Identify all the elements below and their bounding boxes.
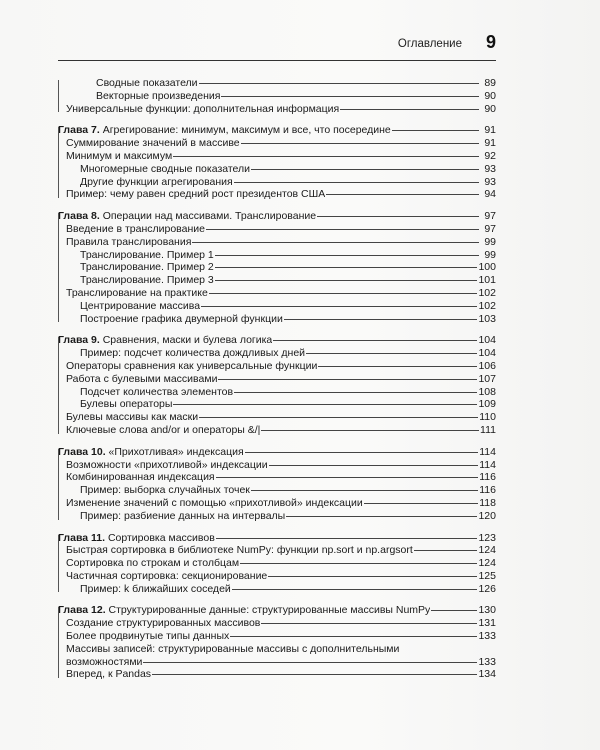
toc-entry-text: Ключевые слова and/or и операторы &/| — [66, 423, 261, 436]
toc-entry-text: Сортировка по строкам и столбцам — [66, 557, 240, 570]
toc-entry-text: Векторные произведения — [96, 89, 221, 102]
toc-entry-text: Более продвинутые типы данных — [66, 630, 230, 643]
toc-chapter-heading[interactable] — [58, 604, 496, 617]
toc-page-number: 110 — [479, 411, 496, 424]
toc-leader-line — [234, 182, 479, 183]
page-number: 9 — [485, 32, 496, 52]
toc-page-number: 100 — [478, 261, 496, 274]
toc-entry-text: Транслирование на практике — [66, 286, 208, 299]
toc-leader-line — [318, 366, 477, 367]
toc-leader-line — [199, 83, 479, 84]
toc-leader-line — [286, 516, 477, 517]
toc-entry-text: Сводные показатели — [96, 77, 198, 89]
toc-page-number: 104 — [478, 334, 496, 347]
toc-entry[interactable] — [58, 630, 496, 643]
toc-entry-text: Создание структурированных массивов — [66, 617, 261, 630]
toc-leader-line — [414, 550, 478, 551]
toc-entry-text: Глава 11. Сортировка массивов — [58, 531, 215, 544]
toc-entry[interactable] — [58, 137, 496, 150]
toc-page-number: 124 — [478, 557, 496, 570]
toc-page-number: 134 — [478, 668, 496, 681]
toc-page-number: 97 — [484, 210, 496, 223]
toc-entry[interactable] — [58, 570, 496, 583]
toc-entry-text: Построение графика двумерной функции — [80, 312, 283, 325]
toc-page-number: 123 — [478, 531, 496, 544]
toc-entry[interactable] — [58, 150, 496, 163]
toc-chapter-heading[interactable] — [58, 210, 496, 223]
toc-entry[interactable] — [58, 583, 496, 596]
page-header — [58, 30, 496, 61]
toc-page-number: 114 — [479, 458, 496, 471]
toc-chapter-6-continued — [58, 77, 496, 115]
toc-leader-line — [251, 490, 478, 491]
toc-chapter-9 — [58, 334, 496, 436]
toc-leader-line — [392, 130, 479, 131]
toc-entry-text: Частичная сортировка: секционирование — [66, 569, 268, 582]
toc-entry[interactable] — [58, 459, 496, 472]
toc-leader-line — [251, 169, 479, 170]
toc-chapter-12 — [58, 604, 496, 681]
toc-leader-line — [218, 379, 477, 380]
toc-leader-line — [232, 589, 478, 590]
toc-entry[interactable] — [58, 77, 496, 90]
toc-page-number: 124 — [478, 544, 496, 557]
toc-leader-line — [241, 143, 479, 144]
toc-page-number: 107 — [478, 372, 496, 385]
toc-entry-text: возможностями — [66, 655, 143, 668]
toc-entry-text: Универсальные функции: дополнительная информация — [66, 102, 340, 115]
toc-chapter-heading[interactable] — [58, 334, 496, 347]
toc-chapter-7 — [58, 124, 496, 201]
toc-entry-text: Пример: выборка случайных точек — [80, 484, 250, 497]
toc-entry[interactable] — [58, 373, 496, 386]
toc-entry-text: Транслирование. Пример 2 — [80, 261, 214, 274]
running-title: Оглавление — [397, 38, 462, 50]
toc-leader-line — [215, 280, 478, 281]
toc-entry-text: Булевы операторы — [80, 398, 173, 411]
toc-entry[interactable] — [58, 424, 496, 437]
toc-entry[interactable] — [58, 287, 496, 300]
toc-entry[interactable] — [58, 544, 496, 557]
toc-entry[interactable] — [58, 360, 496, 373]
toc-leader-line — [326, 194, 479, 195]
toc-entry-text: Массивы записей: структурированные массивы с дополнительными — [66, 642, 400, 655]
toc-entry-text: Пример: k ближайших соседей — [80, 582, 231, 595]
toc-leader-line — [173, 156, 479, 157]
toc-page-number: 111 — [480, 423, 496, 436]
toc-chapter-8 — [58, 210, 496, 325]
toc-page-number: 93 — [484, 162, 496, 175]
toc-page-number: 133 — [478, 655, 496, 668]
toc-entry-text: Многомерные сводные показатели — [80, 162, 251, 175]
toc-page-number: 118 — [479, 496, 496, 509]
toc-entry-text: Введение в транслирование — [66, 222, 205, 235]
toc-page-number: 91 — [484, 124, 496, 137]
toc-page-number: 103 — [478, 312, 496, 325]
toc-page-number: 120 — [478, 509, 496, 522]
toc-entry[interactable] — [58, 223, 496, 236]
toc-leader-line — [269, 465, 479, 466]
toc-entry[interactable] — [58, 411, 496, 424]
toc-entry-text: Минимум и максимум — [66, 149, 173, 162]
toc-entry-text: Пример: разбиение данных на интервалы — [80, 509, 286, 522]
toc-chapter-11 — [58, 532, 496, 596]
toc-entry[interactable] — [58, 300, 496, 313]
toc-leader-line — [234, 392, 477, 393]
toc-entry[interactable] — [58, 668, 496, 681]
toc-page-number: 131 — [478, 617, 496, 630]
toc-leader-line — [215, 267, 478, 268]
toc-leader-line — [221, 96, 479, 97]
toc-entry-text: Булевы массивы как маски — [66, 411, 199, 424]
toc-page-number: 104 — [478, 347, 496, 360]
toc-leader-line — [306, 353, 477, 354]
toc-page-number: 93 — [484, 175, 496, 188]
toc-entry-text: Глава 7. Агрегирование: минимум, максимум и все, что посередине — [58, 124, 391, 137]
toc-entry[interactable] — [58, 484, 496, 497]
toc-leader-line — [216, 477, 479, 478]
toc-leader-line — [199, 417, 478, 418]
toc-page-number: 102 — [478, 286, 496, 299]
toc-entry-text: Другие функции агрегирования — [80, 175, 233, 188]
toc-entry[interactable] — [58, 510, 496, 523]
toc-entry-text: Пример: чему равен средний рост президентов США — [66, 188, 326, 201]
toc-entry[interactable] — [58, 274, 496, 287]
toc-entry[interactable] — [58, 313, 496, 326]
toc-entry-text: Центрирование массива — [80, 299, 201, 312]
toc-entry[interactable] — [58, 188, 496, 201]
toc-entry-text: Изменение значений с помощью «прихотливой» индексации — [66, 496, 363, 509]
toc-entry-text: Транслирование. Пример 3 — [80, 274, 214, 287]
toc-entry-text: Глава 9. Сравнения, маски и булева логика — [58, 334, 273, 347]
toc-leader-line — [216, 538, 478, 539]
toc-leader-line — [173, 404, 477, 405]
toc-entry[interactable] — [58, 347, 496, 360]
toc-leader-line — [192, 242, 479, 243]
toc-entry[interactable] — [58, 236, 496, 249]
toc-leader-line — [431, 610, 477, 611]
toc-page-number: 94 — [484, 188, 496, 201]
table-of-contents — [58, 77, 496, 690]
toc-page-number: 116 — [479, 484, 496, 497]
toc-entry[interactable] — [58, 617, 496, 630]
toc-entry[interactable] — [58, 90, 496, 103]
toc-entry-text: Суммирование значений в массиве — [66, 137, 240, 150]
toc-entry-text: Подсчет количества элементов — [80, 385, 234, 398]
toc-leader-line — [143, 662, 477, 663]
toc-leader-line — [152, 674, 477, 675]
toc-entry[interactable] — [58, 163, 496, 176]
toc-page-number: 90 — [484, 102, 496, 115]
toc-leader-line — [209, 293, 478, 294]
toc-leader-line — [215, 255, 479, 256]
toc-entry[interactable] — [58, 249, 496, 262]
toc-leader-line — [240, 563, 477, 564]
toc-page-number: 92 — [484, 149, 496, 162]
toc-entry-text: Глава 10. «Прихотливая» индексация — [58, 445, 244, 458]
toc-leader-line — [340, 109, 479, 110]
toc-page-number: 91 — [484, 137, 496, 150]
toc-page-number: 125 — [478, 569, 496, 582]
toc-page-number: 99 — [484, 235, 496, 248]
toc-page-number: 116 — [479, 471, 496, 484]
toc-page-number: 97 — [484, 222, 496, 235]
toc-leader-line — [317, 216, 479, 217]
toc-entry[interactable] — [58, 398, 496, 411]
toc-page-number: 89 — [484, 77, 496, 89]
toc-entry-text: Пример: подсчет количества дождливых дней — [80, 347, 306, 360]
toc-entry[interactable] — [58, 261, 496, 274]
toc-entry-text: Глава 12. Структурированные данные: структурированные массивы NumPy — [58, 604, 431, 617]
toc-entry-text: Возможности «прихотливой» индексации — [66, 458, 268, 471]
toc-leader-line — [273, 340, 477, 341]
toc-entry[interactable] — [58, 176, 496, 189]
toc-entry-text: Правила транслирования — [66, 235, 192, 248]
toc-page-number: 130 — [478, 604, 496, 617]
toc-leader-line — [206, 229, 479, 230]
toc-chapter-heading[interactable] — [58, 532, 496, 545]
toc-entry-text: Вперед, к Pandas — [66, 668, 152, 681]
toc-page-number: 99 — [484, 248, 496, 261]
toc-leader-line — [261, 430, 479, 431]
toc-entry[interactable] — [58, 471, 496, 484]
toc-entry-text: Быстрая сортировка в библиотеке NumPy: функции np.sort и np.argsort — [66, 544, 413, 557]
toc-page-number: 133 — [478, 630, 496, 643]
toc-page-number: 102 — [478, 299, 496, 312]
toc-leader-line — [201, 306, 477, 307]
toc-entry-text: Комбинированная индексация — [66, 471, 215, 484]
toc-chapter-heading[interactable] — [58, 124, 496, 137]
toc-page-number: 114 — [479, 445, 496, 458]
toc-page-number: 109 — [478, 398, 496, 411]
toc-page-number: 106 — [478, 359, 496, 372]
toc-entry[interactable] — [58, 103, 496, 116]
toc-page-number: 108 — [478, 385, 496, 398]
toc-chapter-heading[interactable] — [58, 446, 496, 459]
toc-leader-line — [261, 623, 477, 624]
toc-leader-line — [284, 319, 478, 320]
toc-leader-line — [364, 503, 479, 504]
toc-entry-text: Работа с булевыми массивами — [66, 372, 218, 385]
toc-page-number: 101 — [478, 274, 496, 287]
toc-page-number: 90 — [484, 89, 496, 102]
toc-chapter-10 — [58, 446, 496, 523]
toc-entry[interactable] — [58, 557, 496, 570]
toc-leader-line — [268, 576, 477, 577]
toc-leader-line — [245, 452, 479, 453]
toc-entry-text: Операторы сравнения как универсальные функции — [66, 359, 318, 372]
toc-entry-continuation[interactable] — [58, 656, 496, 669]
toc-page-number: 126 — [478, 582, 496, 595]
toc-entry-text: Глава 8. Операции над массивами. Транслирование — [58, 210, 317, 223]
toc-entry[interactable] — [58, 386, 496, 399]
toc-entry-text: Транслирование. Пример 1 — [80, 248, 214, 261]
toc-entry[interactable] — [58, 643, 496, 656]
toc-leader-line — [230, 636, 477, 637]
toc-entry[interactable] — [58, 497, 496, 510]
